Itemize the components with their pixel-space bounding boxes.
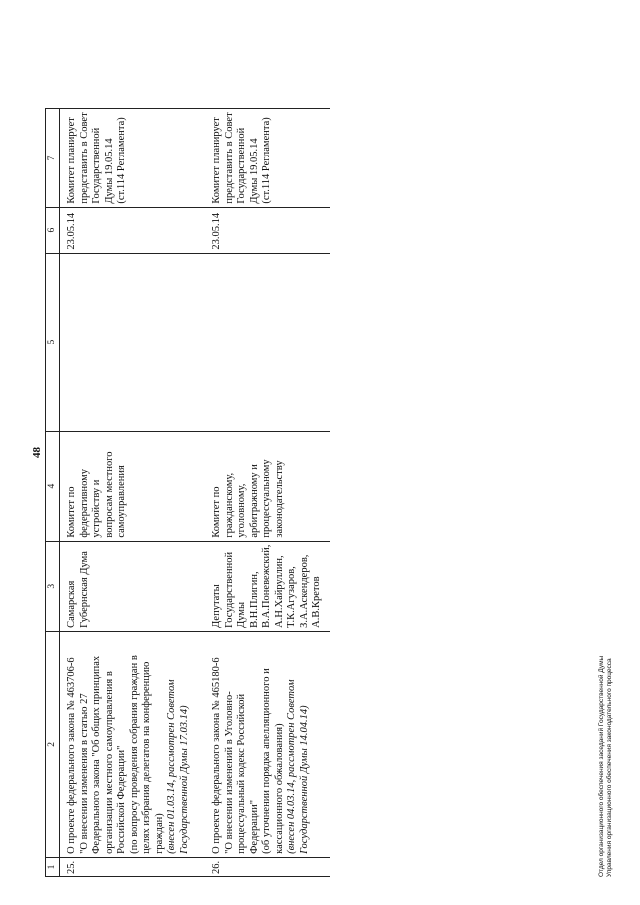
bill-submission-note: Государственной Думы 17.03.14) xyxy=(178,705,190,854)
bill-text-line: "О внесении изменения в статью 27 xyxy=(78,693,90,854)
responsible-committee xyxy=(60,431,198,541)
header-col-5: 5 xyxy=(46,253,60,431)
plan-line: Государственной xyxy=(91,127,102,204)
bill-text-line: О проекте федерального закона № 463706-6 xyxy=(66,657,77,854)
bill-initiator xyxy=(60,541,198,631)
plan-line: Думы 19.05.14 xyxy=(248,138,260,204)
plan-line: (ст.114 Регламента) xyxy=(116,117,127,204)
plan-line: Думы 19.05.14 xyxy=(103,138,115,204)
initiator-line: Думы xyxy=(236,601,247,628)
header-col-1: 1 xyxy=(46,857,60,876)
plan-line: представить в Совет xyxy=(223,112,235,204)
bill-initiator xyxy=(197,541,330,631)
plan-line: Комитет планирует xyxy=(211,117,222,204)
footer xyxy=(598,656,614,877)
initiator-line: В.А.Поневежский, xyxy=(261,544,272,628)
footer-department: Отдел организационного обеспечения заседаний Государственной Думы xyxy=(598,655,605,877)
bill-text-line: организации местного самоуправления в xyxy=(103,671,115,854)
initiator-line: Губернская Дума xyxy=(78,551,90,628)
bill-text-line: Российской Федерации" xyxy=(116,745,127,854)
initiator-line: Самарская xyxy=(66,580,77,628)
committee-line: устройству и xyxy=(91,479,102,538)
bill-text-line: (по вопросу проведения собрания граждан в xyxy=(128,655,140,854)
initiator-line: А.В.Кретов xyxy=(311,576,322,628)
initiator-line: В.Н.Плигин, xyxy=(248,571,260,628)
bill-text-line: кассационного обжалования) xyxy=(273,723,285,854)
bill-text-line: Федерации" xyxy=(248,800,260,854)
column-number-header xyxy=(46,109,60,877)
committee-line: гражданскому, xyxy=(223,472,235,538)
committee-line: процессуальному xyxy=(261,459,272,538)
plan-line: представить в Совет xyxy=(78,112,90,204)
initiator-line: Депутаты xyxy=(211,584,222,628)
committee-line: уголовному, xyxy=(236,483,247,538)
committee-line: Комитет по xyxy=(211,486,222,538)
page-number: 48 xyxy=(31,447,43,458)
column-5-cell xyxy=(60,253,198,431)
row-number: 25. xyxy=(60,857,198,876)
plan-line: Комитет планирует xyxy=(66,117,77,204)
bill-description xyxy=(197,631,330,857)
column-5-cell xyxy=(197,253,330,431)
initiator-line: Т.К.Агузаров, xyxy=(286,566,297,628)
committee-line: вопросам местного xyxy=(103,451,115,538)
bill-submission-note: Государственной Думы 14.04.14) xyxy=(298,705,310,854)
initiator-line: Государственной xyxy=(223,551,235,628)
responsible-committee xyxy=(197,431,330,541)
committee-line: законодательству xyxy=(273,460,285,538)
committee-plan xyxy=(60,109,198,207)
committee-line: самоуправления xyxy=(116,465,127,538)
plan-line: Государственной xyxy=(236,127,247,204)
date-cell: 23.05.14 xyxy=(60,207,198,253)
footer-directorate: Управления организационного обеспечения законодательного процесса xyxy=(606,658,613,877)
row-number: 26. xyxy=(197,857,330,876)
header-col-2: 2 xyxy=(46,631,60,857)
bill-description xyxy=(60,631,198,857)
bill-text-line: "О внесении изменений в Уголовно- xyxy=(223,691,235,854)
bill-text-line: граждан) xyxy=(153,813,165,854)
bill-submission-note: (внесен 04.03.14, рассмотрен Советом xyxy=(286,679,297,854)
bill-submission-note: (внесен 01.03.14, рассмотрен Советом xyxy=(166,679,177,854)
table-row xyxy=(60,109,198,877)
header-col-6: 6 xyxy=(46,207,60,253)
plan-line: (ст.114 Регламента) xyxy=(261,117,272,204)
bill-text-line: процессуальный кодекс Российской xyxy=(236,693,247,854)
committee-plan xyxy=(197,109,330,207)
committee-line: федеративному xyxy=(78,468,90,538)
bill-text-line: (об уточнении порядка апелляционного и xyxy=(261,668,272,854)
bill-text-line: целях избрания делегатов на конференцию xyxy=(141,661,152,854)
bill-text-line: О проекте федерального закона № 465180-6 xyxy=(211,657,222,854)
table-row xyxy=(197,109,330,877)
initiator-line: А.Н.Хайруллин, xyxy=(273,555,285,628)
initiator-line: З.А.Аскендеров, xyxy=(298,554,310,628)
header-col-7: 7 xyxy=(46,109,60,207)
committee-line: Комитет по xyxy=(66,486,77,538)
header-col-3: 3 xyxy=(46,541,60,631)
header-col-4: 4 xyxy=(46,431,60,541)
date-cell: 23.05.14 xyxy=(197,207,330,253)
committee-line: арбитражному и xyxy=(248,464,260,538)
bill-text-line: Федерального закона "Об общих принципах xyxy=(91,655,102,854)
bills-table xyxy=(45,108,330,877)
